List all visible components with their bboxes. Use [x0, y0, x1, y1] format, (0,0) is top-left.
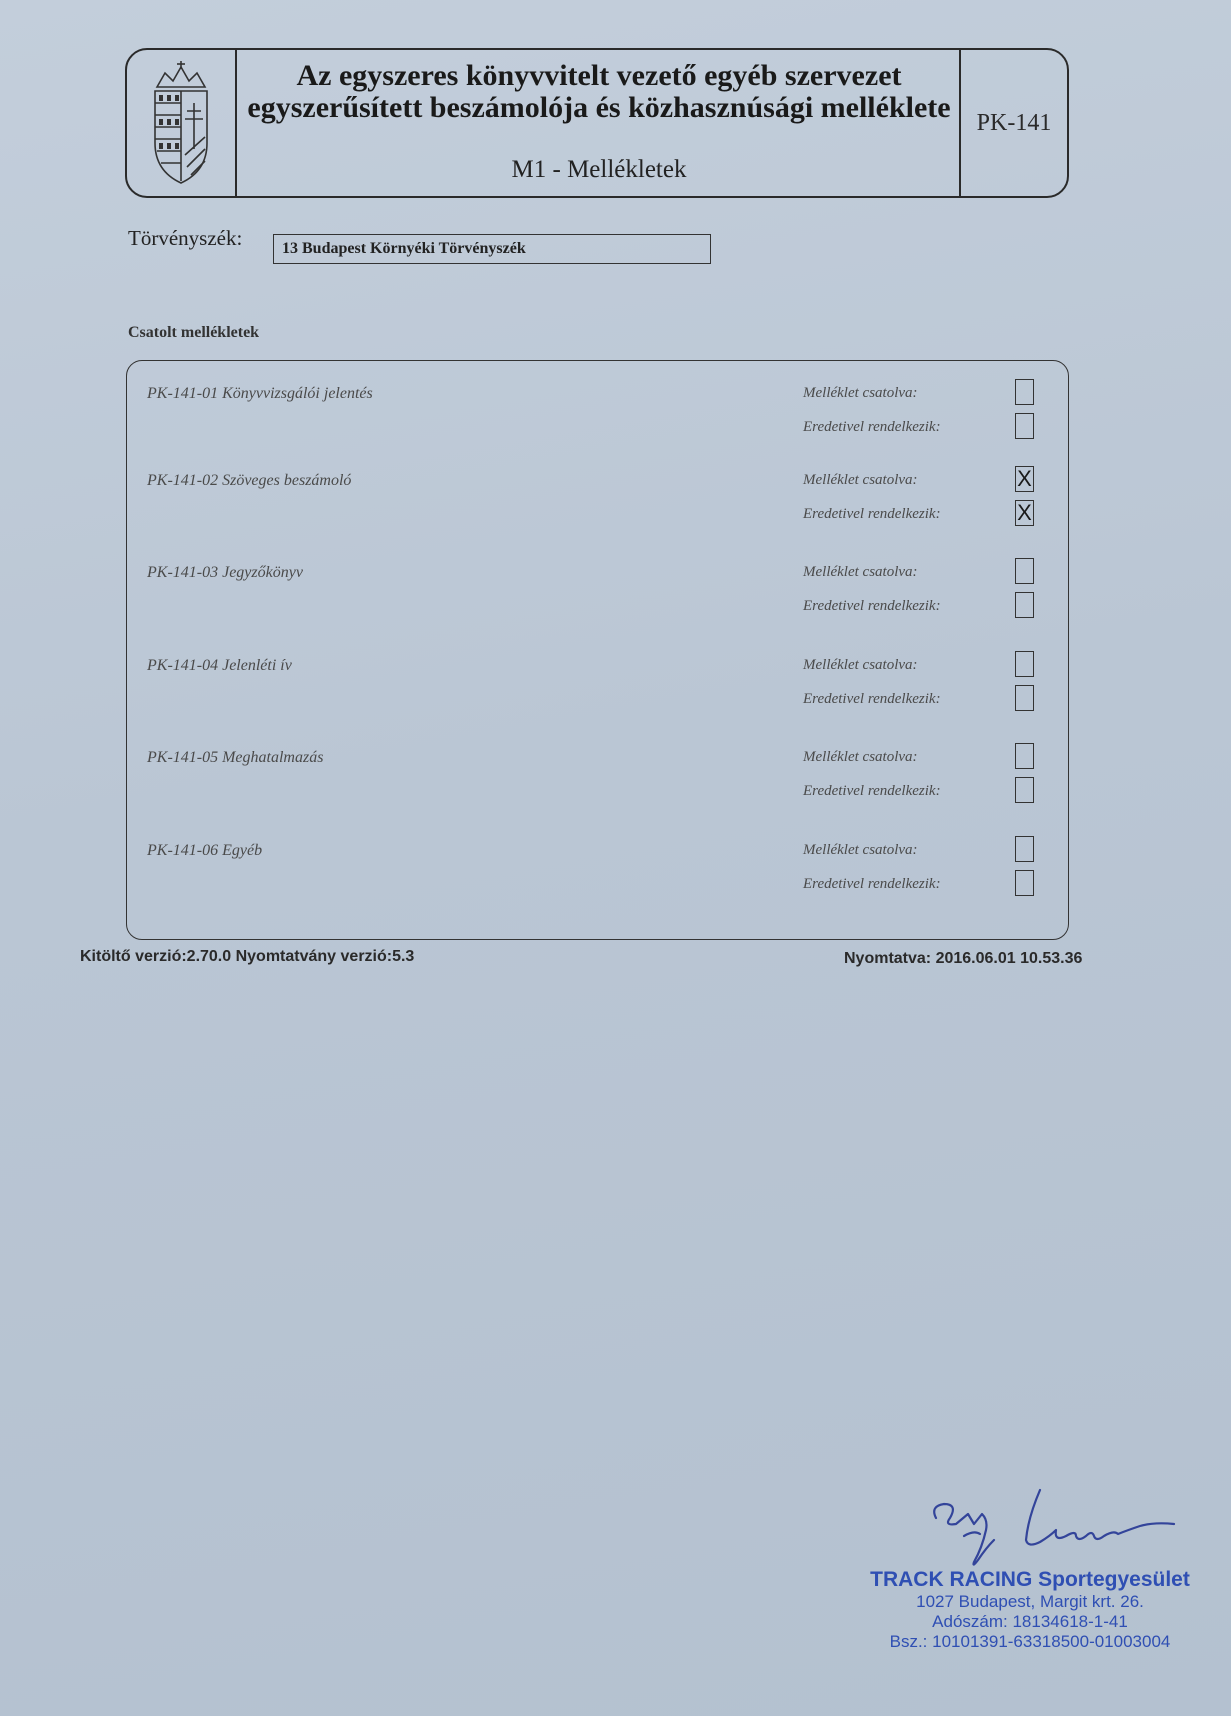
attachment-row	[127, 749, 1068, 819]
form-header	[125, 48, 1069, 198]
attachment-name: PK-141-02 Szöveges beszámoló	[147, 472, 352, 489]
stamp-tax-id: Adószám: 18134618-1-41	[932, 1612, 1128, 1631]
original-checkbox[interactable]	[1015, 777, 1034, 803]
form-title-line2: egyszerűsített beszámolója és közhasznúsági melléklete	[247, 91, 951, 124]
attachment-name: PK-141-04 Jelenléti ív	[147, 657, 292, 674]
attached-checkbox[interactable]	[1015, 743, 1034, 769]
attachment-row	[127, 842, 1068, 912]
attached-label: Melléklet csatolva:	[803, 385, 918, 401]
court-field[interactable]: 13 Budapest Környéki Törvényszék	[273, 234, 711, 264]
original-checkbox[interactable]	[1015, 870, 1034, 896]
form-title	[235, 60, 963, 124]
attached-label: Melléklet csatolva:	[803, 472, 918, 488]
crest-cell	[127, 50, 237, 196]
attachment-row	[127, 385, 1068, 455]
attached-checkbox[interactable]	[1015, 558, 1034, 584]
original-checkbox[interactable]	[1015, 413, 1034, 439]
attached-checkbox[interactable]	[1015, 379, 1034, 405]
attachment-row	[127, 564, 1068, 634]
attachment-name: PK-141-01 Könyvvizsgálói jelentés	[147, 385, 373, 402]
original-checkbox[interactable]	[1015, 685, 1034, 711]
attachment-row	[127, 657, 1068, 727]
original-label: Eredetivel rendelkezik:	[803, 506, 941, 522]
attachments-panel	[126, 360, 1069, 940]
form-title-line1: Az egyszeres könyvvitelt vezető egyéb szervezet	[296, 59, 902, 92]
attachment-name: PK-141-03 Jegyzőkönyv	[147, 564, 303, 581]
stamp-organization-name: TRACK RACING Sportegyesület	[870, 1568, 1190, 1591]
original-label: Eredetivel rendelkezik:	[803, 783, 941, 799]
header-titles	[235, 50, 963, 196]
handwritten-signature	[928, 1484, 1180, 1576]
attached-label: Melléklet csatolva:	[803, 564, 918, 580]
attachment-row	[127, 466, 1068, 542]
attached-label: Melléklet csatolva:	[803, 749, 918, 765]
hungarian-coat-of-arms-icon	[145, 59, 217, 187]
original-checkbox[interactable]: X	[1015, 500, 1034, 526]
original-label: Eredetivel rendelkezik:	[803, 598, 941, 614]
attachment-name: PK-141-05 Meghatalmazás	[147, 749, 324, 766]
court-label: Törvényszék:	[128, 226, 243, 250]
original-checkbox[interactable]	[1015, 592, 1034, 618]
print-timestamp: Nyomtatva: 2016.06.01 10.53.36	[844, 950, 1083, 967]
attached-checkbox[interactable]	[1015, 836, 1034, 862]
attached-checkbox[interactable]: X	[1015, 466, 1034, 492]
attached-label: Melléklet csatolva:	[803, 842, 918, 858]
stamp-address: 1027 Budapest, Margit krt. 26.	[916, 1592, 1144, 1611]
form-subtitle: M1 - Mellékletek	[511, 156, 687, 183]
attachments-heading: Csatolt mellékletek	[128, 324, 260, 341]
organization-stamp	[840, 1568, 1220, 1652]
attachment-name: PK-141-06 Egyéb	[147, 842, 263, 859]
original-label: Eredetivel rendelkezik:	[803, 691, 941, 707]
attached-checkbox[interactable]	[1015, 651, 1034, 677]
original-label: Eredetivel rendelkezik:	[803, 419, 941, 435]
stamp-bank-account: Bsz.: 10101391-63318500-01003004	[889, 1632, 1171, 1651]
form-code: PK-141	[959, 50, 1067, 196]
original-label: Eredetivel rendelkezik:	[803, 876, 941, 892]
attached-label: Melléklet csatolva:	[803, 657, 918, 673]
version-info: Kitöltő verzió:2.70.0 Nyomtatvány verzió:5.3	[80, 948, 415, 965]
